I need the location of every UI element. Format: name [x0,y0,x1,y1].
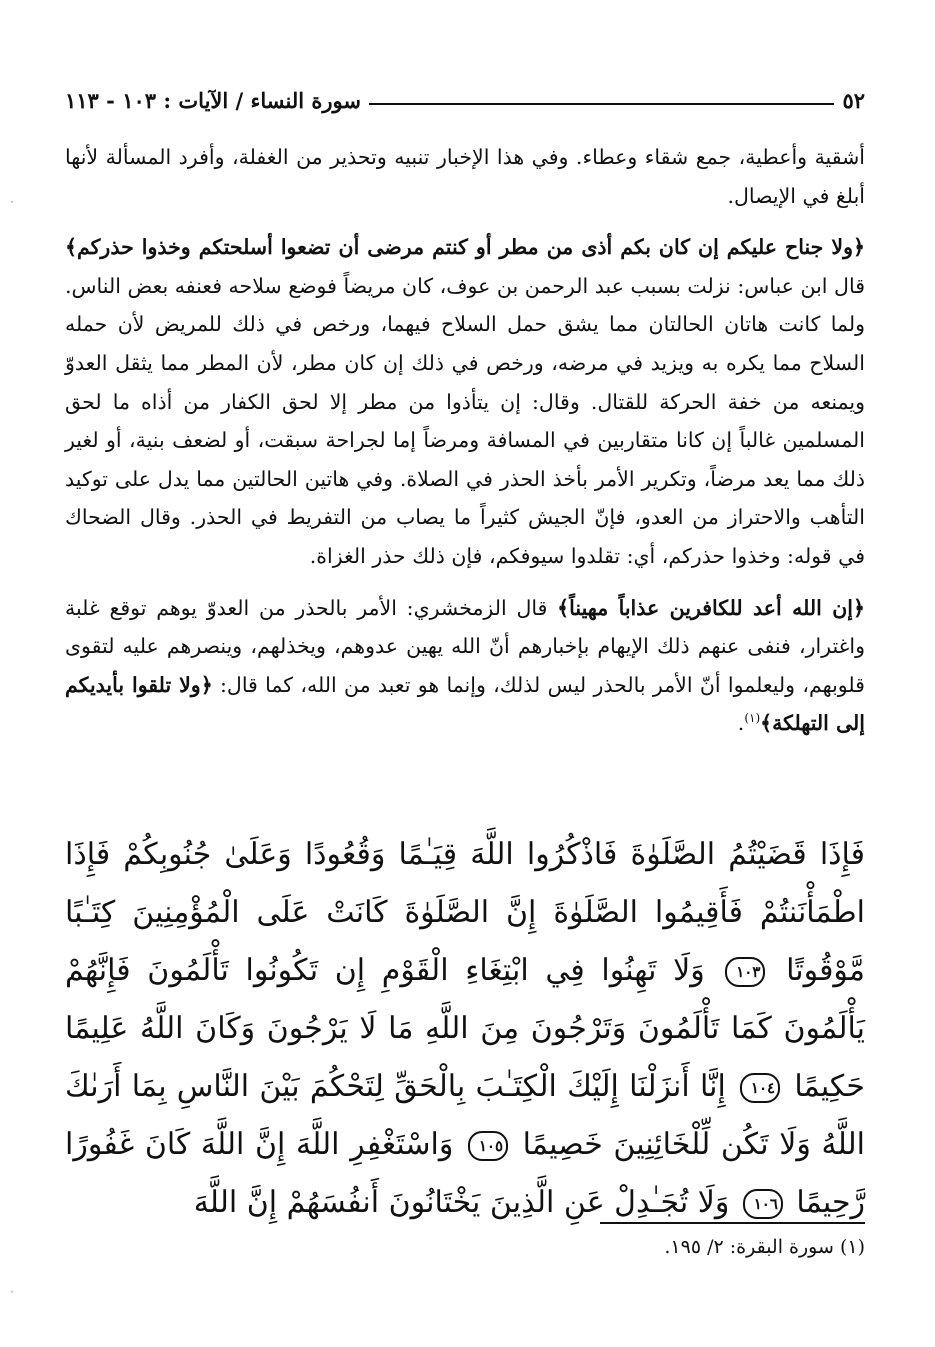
verse-text: وَلَا تَهِنُوا فِي ابْتِغَاءِ الْقَوْمِ إِن تَكُونُوا تَأْلَمُونَ فَإِنَّهُمْ يَأْلَمُونَ كَمَا تَأْلَمُونَ وَتَرْجُونَ مِنَ اللَّهِ مَا لَا يَرْجُونَ وَكَانَ اللَّهُ عَلِيمًا حَكِيمًا [65,953,865,1104]
footnote-reference: (١) [744,711,761,726]
quran-quote: ﴿ولا جناح عليكم إن كان بكم أذى من مطر أو كنتم مرضى أن تضعوا أسلحتكم وخذوا حذركم﴾ [65,235,865,260]
page-number: ٥٢ [842,87,865,113]
header-rule [369,103,834,105]
verse-number-marker: ١٠٦ [743,1189,783,1219]
verse-number-marker: ١٠٥ [468,1131,508,1161]
commentary-sentence: . [737,711,745,736]
verse-text: فَإِذَا قَضَيْتُمُ الصَّلَوٰةَ فَاذْكُرُوا اللَّهَ قِيَـٰمًا وَقُعُودًا وَعَلَىٰ جُنُوبِكُمْ فَإِذَا اطْمَأْنَنتُمْ فَأَقِيمُوا الصَّلَوٰةَ إِنَّ الصَّلَوٰةَ كَانَتْ عَلَى الْمُؤْمِنِينَ كِتَـٰبًا مَّوْقُوتًا [65,837,865,988]
quran-quote: ﴿ولا تلقوا بأيديكم إلى التهلكة﴾ [65,672,865,736]
footnote [65,1232,865,1262]
commentary-text [65,138,865,743]
quran-verses-block [65,826,865,1232]
verse-number-marker: ١٠٣ [725,957,765,987]
verse-text: إِنَّا أَنزَلْنَا إِلَيْكَ الْكِتَـٰبَ بِالْحَقِّ لِتَحْكُمَ بَيْنَ النَّاسِ بِمَا أَرَىٰكَ اللَّهُ وَلَا تَكُن لِّلْخَائِنِينَ خَصِيمًا [65,1069,865,1162]
footnote-rule [600,1222,865,1224]
commentary-sentence: قال ابن عباس: نزلت بسبب عبد الرحمن بن عوف، كان مريضاً فوضع سلاحه فعنفه بعض الناس. ولما كانت هاتان الحالتان مما يشق حمل السلاح فيهما، ورخص في ذلك للمريض لأن حمله السلاح مما يكره به ويزيد في مرضه، ورخص في ذلك إن كان مطر، لأن المطر مما يثقل العدوّ ويمنعه من خفة الحركة للقتال. وقال: إن يتأذوا من مطر إلا لحق الكفار من أذاه ما لحق المسلمين غالباً إن كانا متقاربين في المسافة ومرضاً إما لجراحة سبقت، أو لضعف بنية، أو لغير ذلك مما يعد مرضاً، وتكرير الأمر بأخذ الحذر في الصلاة. وفي هاتين الحالتين مما يدل على توكيد التأهب والاحتراز من العدو، فإنّ الجيش كثيراً ما يصاب من التفريط في الحذر. وقال الضحاك في قوله: وخذوا حذركم، أي: تقلدوا سيوفكم، فإن ذلك حذر الغزاة. [65,273,865,568]
page-header [65,84,865,116]
footnote-text: (١) سورة البقرة: ٢/ ١٩٥. [664,1236,865,1258]
margin-mark: · [10,1285,14,1299]
commentary-paragraph [65,589,865,743]
verse-text: وَلَا تُجَـٰدِلْ عَنِ الَّذِينَ يَخْتَانُونَ أَنفُسَهُمْ إِنَّ اللَّهَ [193,1185,730,1220]
commentary-paragraph [65,138,865,215]
commentary-sentence: أشقية وأعطية، جمع شقاء وعطاء. وفي هذا الإخبار تنبيه وتحذير من الغفلة، وأفرد المسألة لأنها أبلغ في الإيصال. [65,145,865,208]
commentary-sentence: قال الزمخشري: الأمر بالحذر من العدوّ يوهم توقع غلبة واغترار، فنفى عنهم ذلك الإيهام بإخبارهم أنّ الله يهين عدوهم، ويخذلهم، وينصرهم عليه لتقوى قلوبهم، وليعلموا أنّ الأمر بالحذر ليس لذلك، وإنما هو تعبد من الله، كما قال: [65,595,865,697]
verse-number-marker: ١٠٤ [740,1073,780,1103]
margin-mark: · [10,195,14,209]
verse-text: وَاسْتَغْفِرِ اللَّهَ إِنَّ اللَّهَ كَانَ غَفُورًا رَّحِيمًا [65,1127,865,1220]
commentary-paragraph [65,228,865,575]
quran-quote: ﴿إن الله أعد للكافرين عذاباً مهيناً﴾ [557,595,865,620]
running-title: سورة النساء / الآيات : ١٠٣ - ١١٣ [65,87,361,113]
